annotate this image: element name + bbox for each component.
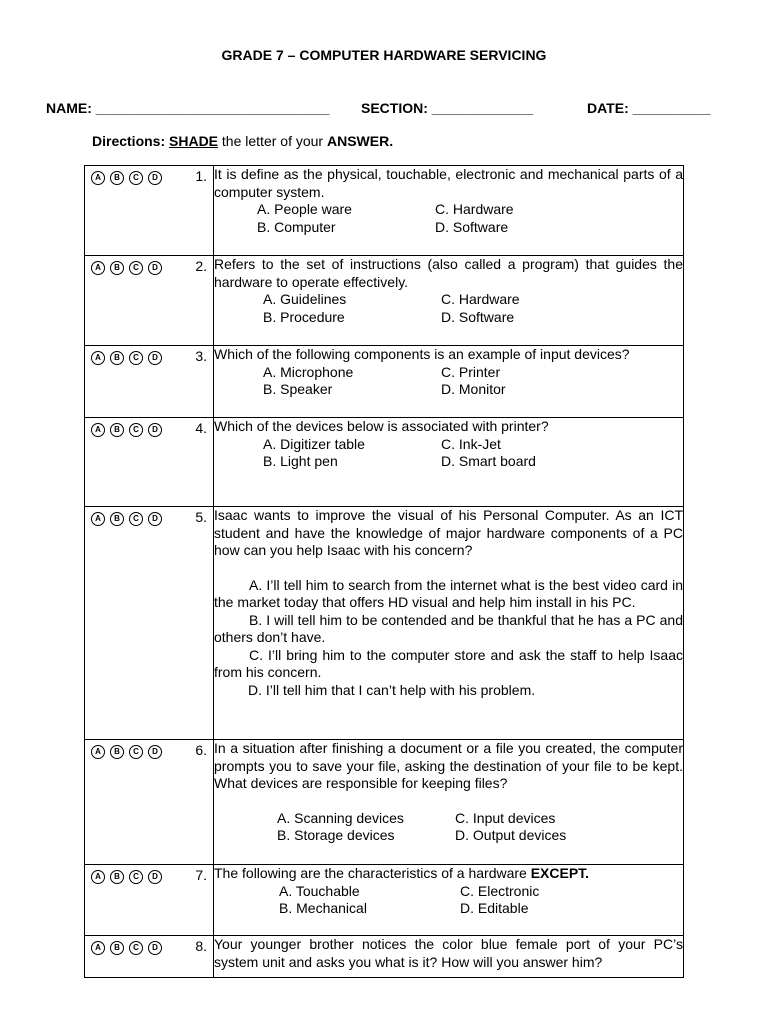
answer-bubbles (91, 423, 162, 437)
bubble-d[interactable]: D (148, 512, 162, 526)
question-cell (214, 507, 684, 740)
section-field[interactable]: SECTION: _____________ (361, 100, 533, 116)
option-d: D. Output devices (455, 827, 567, 843)
option-b: B. Procedure (263, 308, 345, 325)
option-a: A. Touchable (279, 882, 360, 899)
option-a: A. People ware (257, 201, 352, 217)
bubble-a[interactable]: A (91, 351, 105, 365)
directions-shade: SHADE (169, 133, 219, 149)
option-a: A. Digitizer table (263, 435, 365, 452)
question-number: 1. (195, 168, 207, 184)
bubble-a[interactable]: A (91, 870, 105, 884)
answer-cell (85, 865, 214, 936)
bubble-c[interactable]: C (129, 745, 143, 759)
bubble-a[interactable]: A (91, 171, 105, 185)
option-d: D. Monitor (441, 381, 506, 397)
answer-cell (85, 507, 214, 740)
directions-label: Directions: (92, 133, 166, 149)
question-text: Refers to the set of instructions (also called a program) that guides the hardware to operate effectively. (214, 256, 683, 290)
question-cell (214, 166, 684, 256)
bubble-d[interactable]: D (148, 171, 162, 185)
answer-bubbles (91, 870, 162, 884)
option-a: A. Guidelines (263, 291, 347, 307)
bubble-d[interactable]: D (148, 745, 162, 759)
question-text: Isaac wants to improve the visual of his Personal Computer. As an ICT student and have the knowledge of major hardware components of a PC how can you help Isaac with his concern? (214, 507, 683, 558)
answer-cell (85, 936, 214, 978)
bubble-d[interactable]: D (148, 941, 162, 955)
bubble-c[interactable]: C (129, 351, 143, 365)
option-c: C. Electronic (460, 882, 540, 899)
options (214, 810, 683, 845)
question-cell (214, 256, 684, 346)
page-title: GRADE 7 – COMPUTER HARDWARE SERVICING (221, 47, 547, 63)
question-text: Which of the devices below is associated with printer? (214, 418, 549, 434)
option-b: B. I will tell him to be contended and be thankful that he has a PC and others don’t have. (214, 611, 683, 645)
bubble-b[interactable]: B (110, 423, 124, 437)
bubble-c[interactable]: C (129, 423, 143, 437)
options (214, 201, 683, 236)
question-row (85, 418, 684, 507)
directions (92, 133, 393, 149)
question-text: It is define as the physical, touchable, electronic and mechanical parts of a computer system. (214, 166, 683, 200)
option-c: C. Input devices (455, 809, 556, 826)
bubble-b[interactable]: B (110, 870, 124, 884)
answer-cell (85, 166, 214, 256)
option-d: D. Editable (460, 900, 529, 916)
option-b: B. Mechanical (279, 900, 367, 916)
option-c: C. Hardware (435, 201, 514, 217)
answer-bubbles (91, 512, 162, 526)
bubble-d[interactable]: D (148, 351, 162, 365)
options (214, 436, 683, 471)
bubble-a[interactable]: A (91, 423, 105, 437)
question-row (85, 865, 684, 936)
bubble-b[interactable]: B (110, 745, 124, 759)
bubble-a[interactable]: A (91, 261, 105, 275)
directions-answer: ANSWER. (326, 133, 394, 149)
options (214, 291, 683, 326)
option-d: D. Software (435, 218, 509, 235)
question-cell (214, 346, 684, 418)
answer-cell (85, 418, 214, 507)
answer-bubbles (91, 745, 162, 759)
option-a: A. I’ll tell him to search from the internet what is the best video card in the market today that offers HD visual and help him install in his PC. (214, 576, 683, 610)
question-number: 5. (195, 509, 207, 525)
question-number: 3. (195, 348, 207, 364)
options (214, 883, 683, 918)
question-row (85, 740, 684, 865)
answer-bubbles (91, 261, 162, 275)
option-d: D. Software (441, 308, 515, 325)
bubble-a[interactable]: A (91, 512, 105, 526)
answer-cell (85, 740, 214, 865)
bubble-d[interactable]: D (148, 423, 162, 437)
bubble-d[interactable]: D (148, 870, 162, 884)
name-field[interactable]: NAME: ______________________________ (46, 100, 330, 116)
question-text (214, 865, 683, 883)
option-a: A. Microphone (263, 363, 354, 380)
option-c: C. I’ll bring him to the computer store and ask the staff to help Isaac from his concern. (214, 646, 683, 680)
bubble-b[interactable]: B (110, 261, 124, 275)
option-b: B. Storage devices (277, 827, 395, 843)
bubble-b[interactable]: B (110, 512, 124, 526)
option-d: D. Smart board (441, 453, 536, 469)
question-cell (214, 865, 684, 936)
bubble-c[interactable]: C (129, 941, 143, 955)
question-number: 7. (195, 867, 207, 883)
option-b: B. Light pen (263, 453, 338, 469)
question-text: Your younger brother notices the color blue female port of your PC’s system unit and asks you what is it? How will you answer him? (214, 936, 683, 970)
bubble-b[interactable]: B (110, 171, 124, 185)
bubble-c[interactable]: C (129, 261, 143, 275)
question-table (84, 165, 684, 978)
answer-bubbles (91, 351, 162, 365)
question-number: 6. (195, 742, 207, 758)
question-number: 2. (195, 258, 207, 274)
option-c: C. Printer (441, 363, 501, 380)
question-cell (214, 740, 684, 865)
bubble-c[interactable]: C (129, 870, 143, 884)
option-a: A. Scanning devices (277, 809, 404, 826)
option-c: C. Hardware (441, 291, 520, 307)
question-cell (214, 418, 684, 507)
bubble-c[interactable]: C (129, 171, 143, 185)
bubble-b[interactable]: B (110, 941, 124, 955)
question-text-main: The following are the characteristics of a hardware (214, 865, 531, 881)
bubble-a[interactable]: A (91, 941, 105, 955)
options (214, 364, 683, 399)
answer-bubbles (91, 941, 162, 955)
option-c: C. Ink-Jet (441, 435, 501, 452)
bubble-c[interactable]: C (129, 512, 143, 526)
bubble-d[interactable]: D (148, 261, 162, 275)
option-b: B. Computer (257, 218, 336, 235)
question-row (85, 507, 684, 740)
question-text-emphasis: EXCEPT. (530, 865, 590, 881)
answer-cell (85, 256, 214, 346)
answer-cell (85, 346, 214, 418)
date-field[interactable]: DATE: __________ (587, 100, 711, 116)
bubble-b[interactable]: B (110, 351, 124, 365)
question-cell (214, 936, 684, 978)
option-b: B. Speaker (263, 381, 333, 397)
question-number: 8. (195, 938, 207, 954)
directions-middle: the letter of your (218, 133, 327, 149)
student-info-line (46, 100, 726, 120)
answer-bubbles (91, 171, 162, 185)
bubble-a[interactable]: A (91, 745, 105, 759)
question-row (85, 936, 684, 978)
question-number: 4. (195, 420, 207, 436)
question-row (85, 346, 684, 418)
option-d: D. I’ll tell him that I can’t help with his problem. (248, 681, 536, 698)
question-text: Which of the following components is an example of input devices? (214, 346, 630, 362)
question-row (85, 166, 684, 256)
question-text: In a situation after finishing a document or a file you created, the computer prompts you to save your file, asking the destination of your file to be kept. What devices are responsible for keeping files? (214, 740, 683, 791)
question-row (85, 256, 684, 346)
